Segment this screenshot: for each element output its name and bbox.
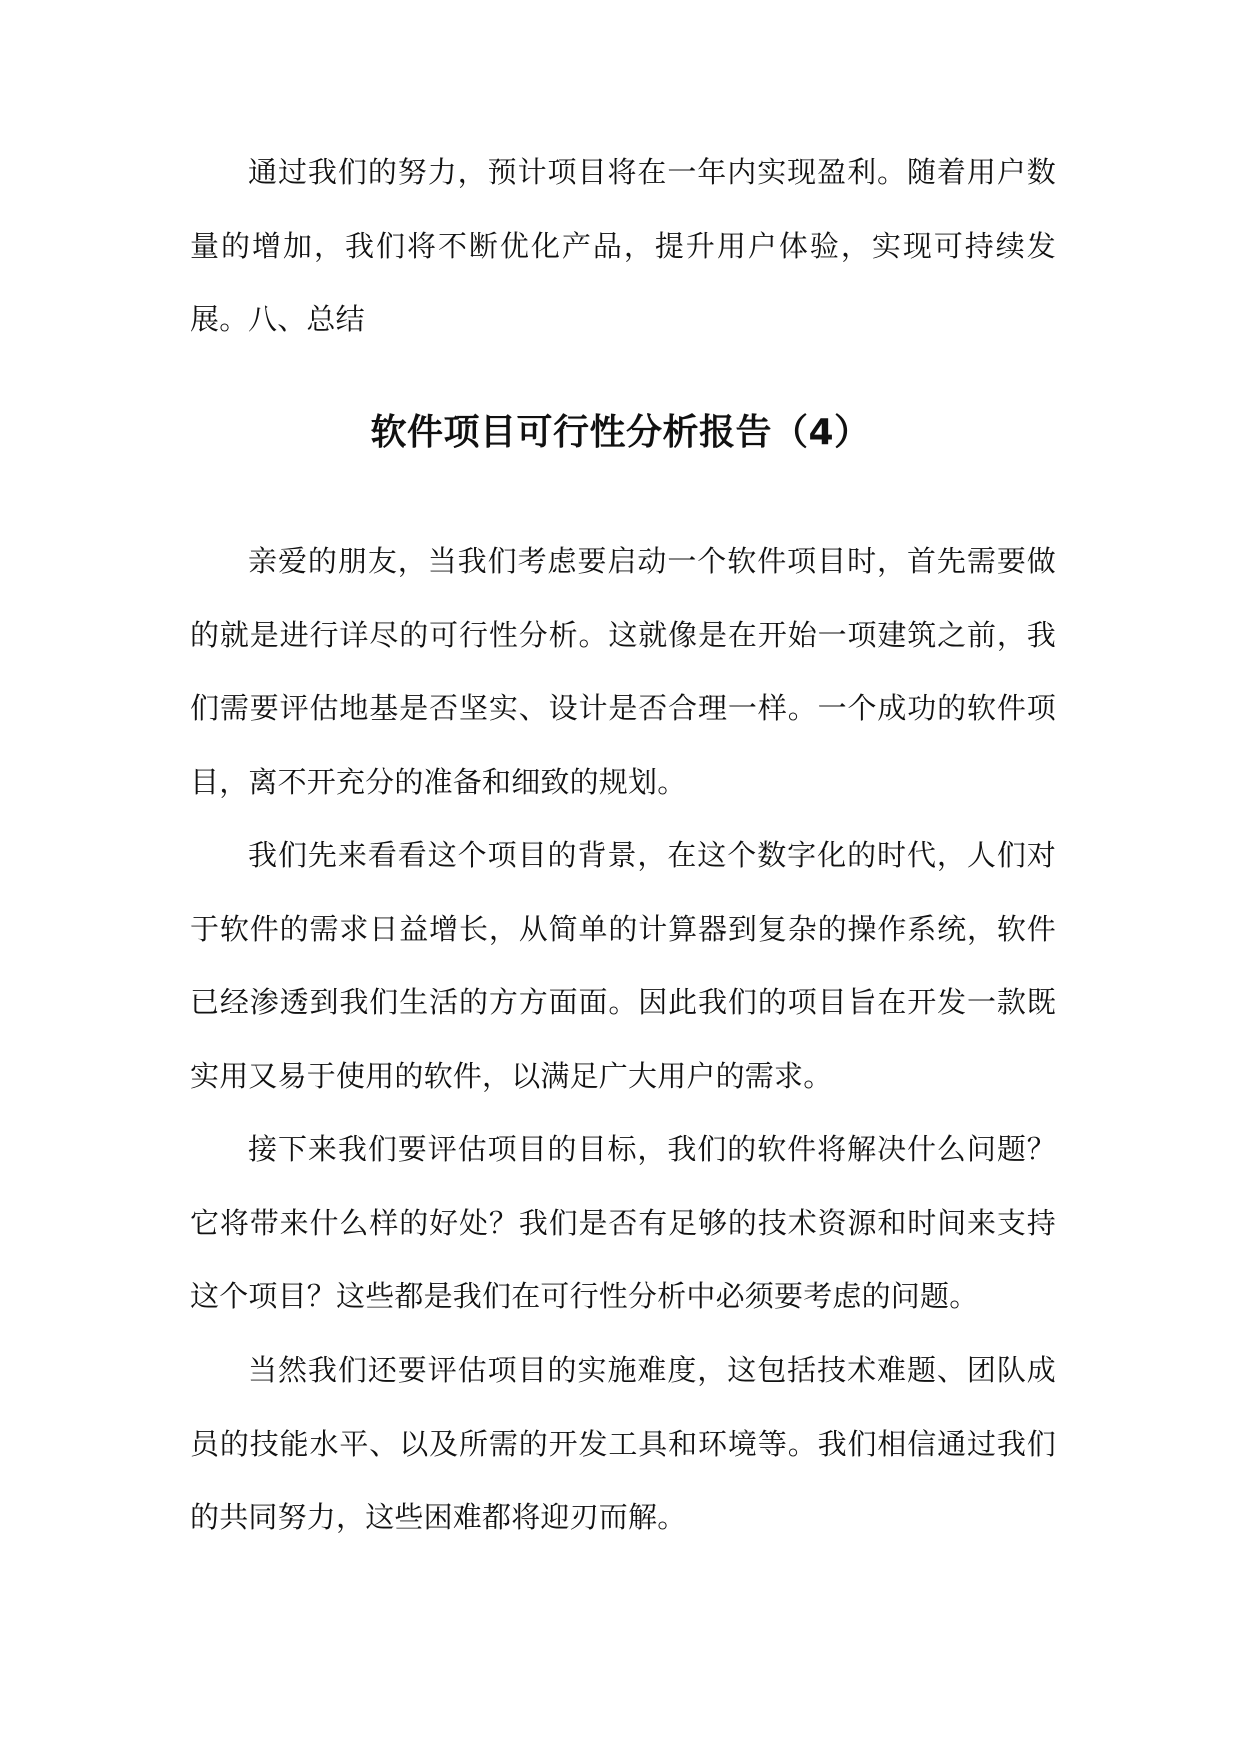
page-title: 软件项目可行性分析报告（4） — [370, 412, 871, 453]
paragraph-goals: 接下来我们要评估项目的目标，我们的软件将解决什么问题？它将带来什么样的好处？我们是否有足够的技术资源和时间来支持这个项目？这些都是我们在可行性分析中必须要考虑的问题。 — [190, 1132, 1056, 1313]
paragraph-profit-outlook: 通过我们的努力，预计项目将在一年内实现盈利。随着用户数量的增加，我们将不断优化产品，提升用户体验，实现可持续发展。 — [190, 155, 1056, 336]
paragraph-difficulty: 当然我们还要评估项目的实施难度，这包括技术难题、团队成员的技能水平、以及所需的开发工具和环境等。我们相信通过我们的共同努力，这些困难都将迎刃而解。 — [190, 1353, 1056, 1534]
paragraph-introduction: 亲爱的朋友，当我们考虑要启动一个软件项目时，首先需要做的就是进行详尽的可行性分析。这就像是在开始一项建筑之前，我们需要评估地基是否坚实、设计是否合理一样。一个成功的软件项目，离不开充分的准备和细致的规划。 — [190, 544, 1056, 799]
paragraph-background: 我们先来看看这个项目的背景，在这个数字化的时代，人们对于软件的需求日益增长，从简单的计算器到复杂的操作系统，软件已经渗透到我们生活的方方面面。因此我们的项目旨在开发一款既实用又易于使用的软件，以满足广大用户的需求。 — [190, 838, 1056, 1093]
section-heading-summary: 八、总结 — [248, 302, 365, 336]
